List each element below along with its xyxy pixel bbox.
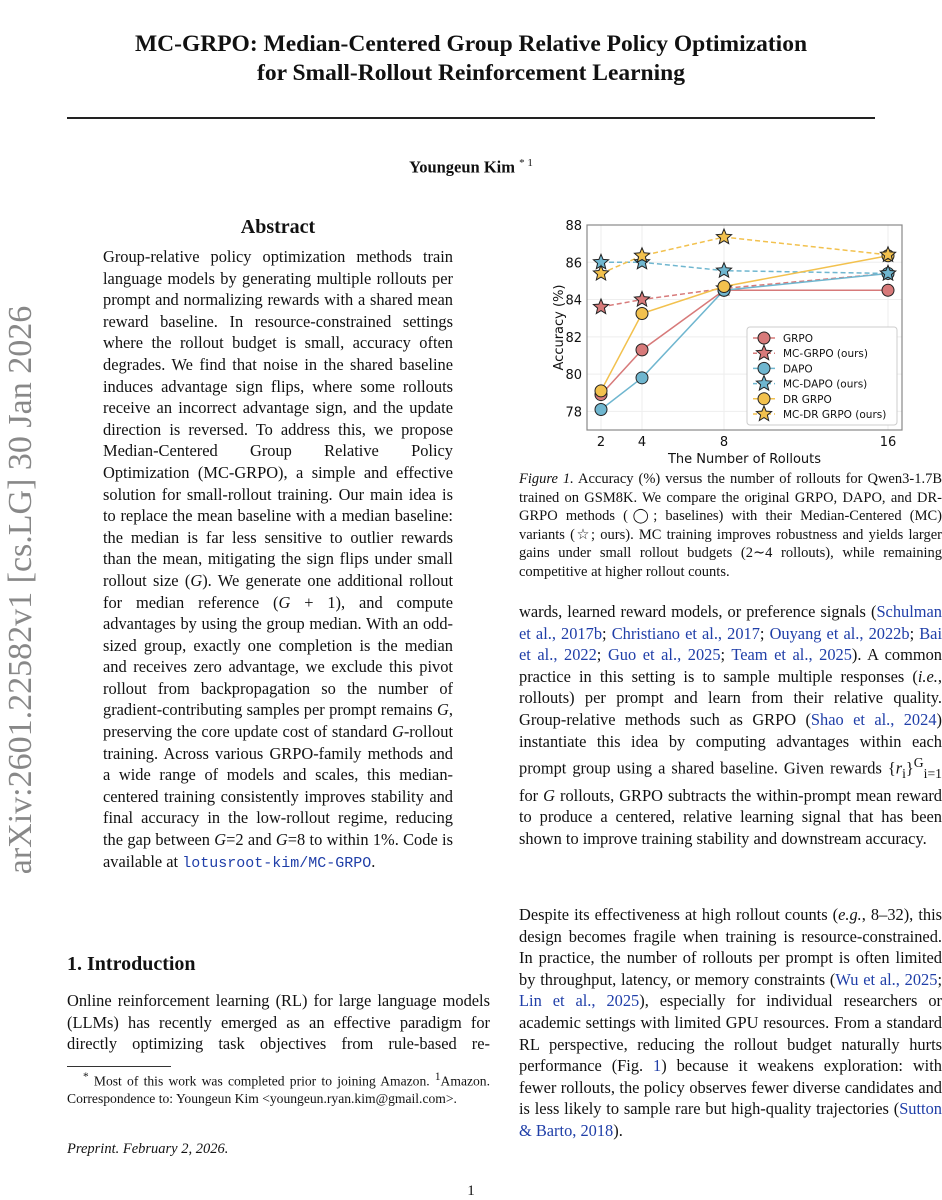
text-run: =2 and	[226, 830, 276, 850]
text-run: }	[905, 758, 914, 778]
y-axis-label: Accuracy (%)	[552, 284, 567, 371]
code-link[interactable]: lotusroot-kim/MC-GRPO	[182, 854, 372, 872]
legend-label: MC-DAPO (ours)	[783, 378, 868, 391]
text-run: wards, learned reward models, or preference signals (	[519, 602, 877, 621]
author	[0, 157, 942, 178]
legend-label: MC-GRPO (ours)	[783, 348, 868, 361]
legend-marker	[758, 332, 770, 344]
y-tick-label: 84	[565, 293, 582, 309]
text-run: G	[214, 830, 227, 850]
text-run: ;	[937, 969, 942, 989]
x-tick-label: 16	[879, 435, 897, 450]
text-run: , 8–32), this design becomes fragile when training is resource-constrained. In practice, the number of rollouts per prompt is often limited by throughput, latency, or memory constraints (	[519, 905, 942, 989]
text-run: i.e.	[917, 666, 938, 686]
text-run: G	[190, 570, 203, 590]
text-run: for	[519, 785, 544, 805]
footnote	[67, 1069, 490, 1108]
legend-marker	[758, 393, 770, 405]
text-run: Accuracy (%) versus the number of rollouts for Qwen3-1.7B trained on GSM8K. We compare the original GRPO, DAPO, and DR-GRPO methods (◯; baselines) with their Median-Centered (MC) variants (☆; ours). MC training improves robustness and yields larger gains under small rollout budgets (2∼4 rollouts), while remaining competitive at higher rollout counts.	[519, 471, 942, 580]
paper-title	[60, 30, 882, 88]
text-run: ). A common practice in this setting is to sample multiple responses (	[519, 645, 942, 686]
citation-link[interactable]: Bai et al., 2022	[519, 623, 942, 665]
legend-label: DAPO	[783, 363, 813, 376]
title-line-1: MC-GRPO: Median-Centered Group Relative Policy Optimization	[134, 31, 808, 57]
text-run: ). We generate one additional rollout for median reference (	[103, 570, 454, 612]
legend-marker	[758, 362, 770, 374]
data-point	[636, 344, 648, 356]
citation-link[interactable]: Lin et al., 2025	[519, 991, 640, 1011]
y-tick-label: 86	[565, 256, 582, 272]
text-run: Amazon. Correspondence to: Youngeun Kim <youngeun.ryan.kim@gmail.com>.	[67, 1073, 490, 1107]
author-marks: * 1	[519, 157, 533, 169]
text-run: Most of this work was completed prior to joining Amazon.	[88, 1073, 435, 1089]
intro-paragraph-right-1	[519, 601, 942, 849]
text-run: ;	[720, 645, 732, 665]
text-run: G	[275, 830, 288, 850]
arxiv-stamp	[0, 240, 42, 940]
text-run: i	[902, 765, 906, 781]
text-run: + 1), and compute advantages by using the group median. With an odd-sized group, exactly one completion is the median and receives zero advantage, we exclude this pivot rollout from backpropagation so the number of gradient-contributing samples per prompt remains	[103, 592, 453, 720]
text-run: G	[278, 592, 291, 612]
citation-link[interactable]: Sutton & Barto, 2018	[519, 1099, 942, 1140]
text-run: e.g.	[838, 905, 862, 924]
citation-link[interactable]: Christiano et al., 2017	[611, 623, 760, 643]
arxiv-stamp-text: arXiv:2601.22582v1 [cs.LG] 30 Jan 2026	[2, 305, 39, 875]
text-run: ;	[909, 623, 920, 643]
y-tick-label: 82	[565, 330, 582, 346]
text-run: 1	[434, 1071, 441, 1083]
text-run: Online reinforcement learning (RL) for large language models (LLMs) has recently emerged as an effective paradigm for directly optimizing task objectives from rule-based re-	[67, 991, 490, 1054]
text-run: *	[83, 1071, 89, 1083]
text-run: ;	[596, 645, 608, 665]
x-axis-label: The Number of Rollouts	[667, 452, 822, 467]
text-run: r	[895, 758, 903, 778]
citation-link[interactable]: Schulman et al., 2017b	[519, 602, 942, 643]
citation-link[interactable]: 1	[653, 1056, 662, 1076]
author-name: Youngeun Kim	[409, 157, 516, 177]
text-run: =8 to within 1%. Code is available at	[103, 830, 453, 871]
page-number: 1	[467, 1183, 475, 1199]
text-run: rollouts, GRPO subtracts the within-prompt mean reward to produce a centered, relative learning signal that has been shown to improve training stability and downstream accuracy.	[519, 785, 942, 848]
citation-link[interactable]: Guo et al., 2025	[607, 645, 721, 665]
legend-label: GRPO	[783, 333, 814, 345]
data-point	[636, 372, 648, 384]
title-line-2: for Small-Rollout Reinforcement Learning	[257, 60, 685, 86]
citation-link[interactable]: Ouyang et al., 2022b	[769, 623, 910, 643]
text-run: G	[543, 785, 555, 805]
abstract-text	[103, 246, 453, 874]
text-run: i=1	[923, 765, 942, 781]
x-tick-label: 2	[596, 435, 606, 450]
text-run: G	[437, 700, 449, 720]
footnote-rule	[67, 1066, 171, 1067]
text-run: Figure 1.	[519, 471, 574, 487]
data-point	[595, 404, 607, 416]
text-run: -rollout training. Across various GRPO-family methods and a wide range of models and scales, this median-centered training consistently improves stability and final accuracy in the low-rollout regime, reducing the gap between	[103, 722, 453, 850]
figure-1-chart	[540, 210, 910, 472]
text-run: ) instantiate this idea by computing advantages within each prompt group using a shared baseline. Given rewards {	[519, 709, 942, 778]
text-run: ) because it weakens exploration: with fewer rollouts, the policy observes fewer diverse candidates and is less likely to sample rare but high-quality trajectories (	[519, 1056, 942, 1119]
text-run: ).	[613, 1120, 623, 1140]
section-heading-introduction: 1. Introduction	[67, 953, 196, 975]
text-run: Group-relative policy optimization methods train language models by generating multiple rollouts per prompt and normalizing rewards with a shared mean reward baseline. In resource-constrained settings where the rollout budget is small, accuracy often degrades. We find that noise in the shared baseline induces advantage sign flips, where some rollouts receive an incorrect advantage sign, and the update direction is reversed. To address this, we propose Median-Centered Group Relative Policy Optimization (MC-GRPO), a simple and effective solution for small-rollout training. Our main idea is to replace the mean baseline with a median baseline: the median is far less sensitive to outlier rewards than the mean, mitigating the sign flips under small rollout size (	[103, 247, 453, 590]
title-rule	[67, 117, 875, 119]
intro-paragraph-right-2	[519, 904, 942, 1142]
text-run: , preserving the core update cost of standard	[103, 700, 453, 742]
data-point	[595, 385, 607, 397]
text-run: .	[371, 851, 376, 871]
x-tick-label: 8	[719, 435, 729, 450]
text-run: G	[913, 755, 924, 771]
abstract-heading: Abstract	[240, 216, 316, 238]
legend-label: DR GRPO	[783, 393, 832, 406]
text-run: G	[391, 722, 404, 742]
data-point	[718, 281, 730, 293]
intro-paragraph-left	[67, 990, 490, 1055]
text-run: Despite its effectiveness at high rollout counts (	[519, 905, 839, 924]
citation-link[interactable]: Shao et al., 2024	[810, 709, 937, 729]
text-run: ;	[759, 623, 770, 643]
data-point	[882, 284, 894, 296]
y-tick-label: 88	[565, 219, 582, 234]
y-tick-label: 80	[565, 368, 582, 384]
citation-link[interactable]: Team et al., 2025	[731, 645, 852, 665]
y-tick-label: 78	[565, 405, 582, 421]
data-point	[636, 308, 648, 320]
citation-link[interactable]: Wu et al., 2025	[835, 969, 938, 989]
preprint-note: Preprint. February 2, 2026.	[67, 1141, 229, 1157]
text-run: ;	[602, 623, 612, 643]
text-run: ), especially for individual researchers or academic settings with limited GPU resources. From a standard RL perspective, reducing the rollout budget naturally hurts performance (Fig.	[519, 991, 942, 1076]
x-tick-label: 4	[637, 435, 647, 450]
text-run: , rollouts) per prompt and learn from their relative quality. Group-relative methods such as GRPO (	[519, 666, 942, 729]
figure-1-caption	[519, 470, 942, 582]
legend-label: MC-DR GRPO (ours)	[783, 409, 887, 421]
